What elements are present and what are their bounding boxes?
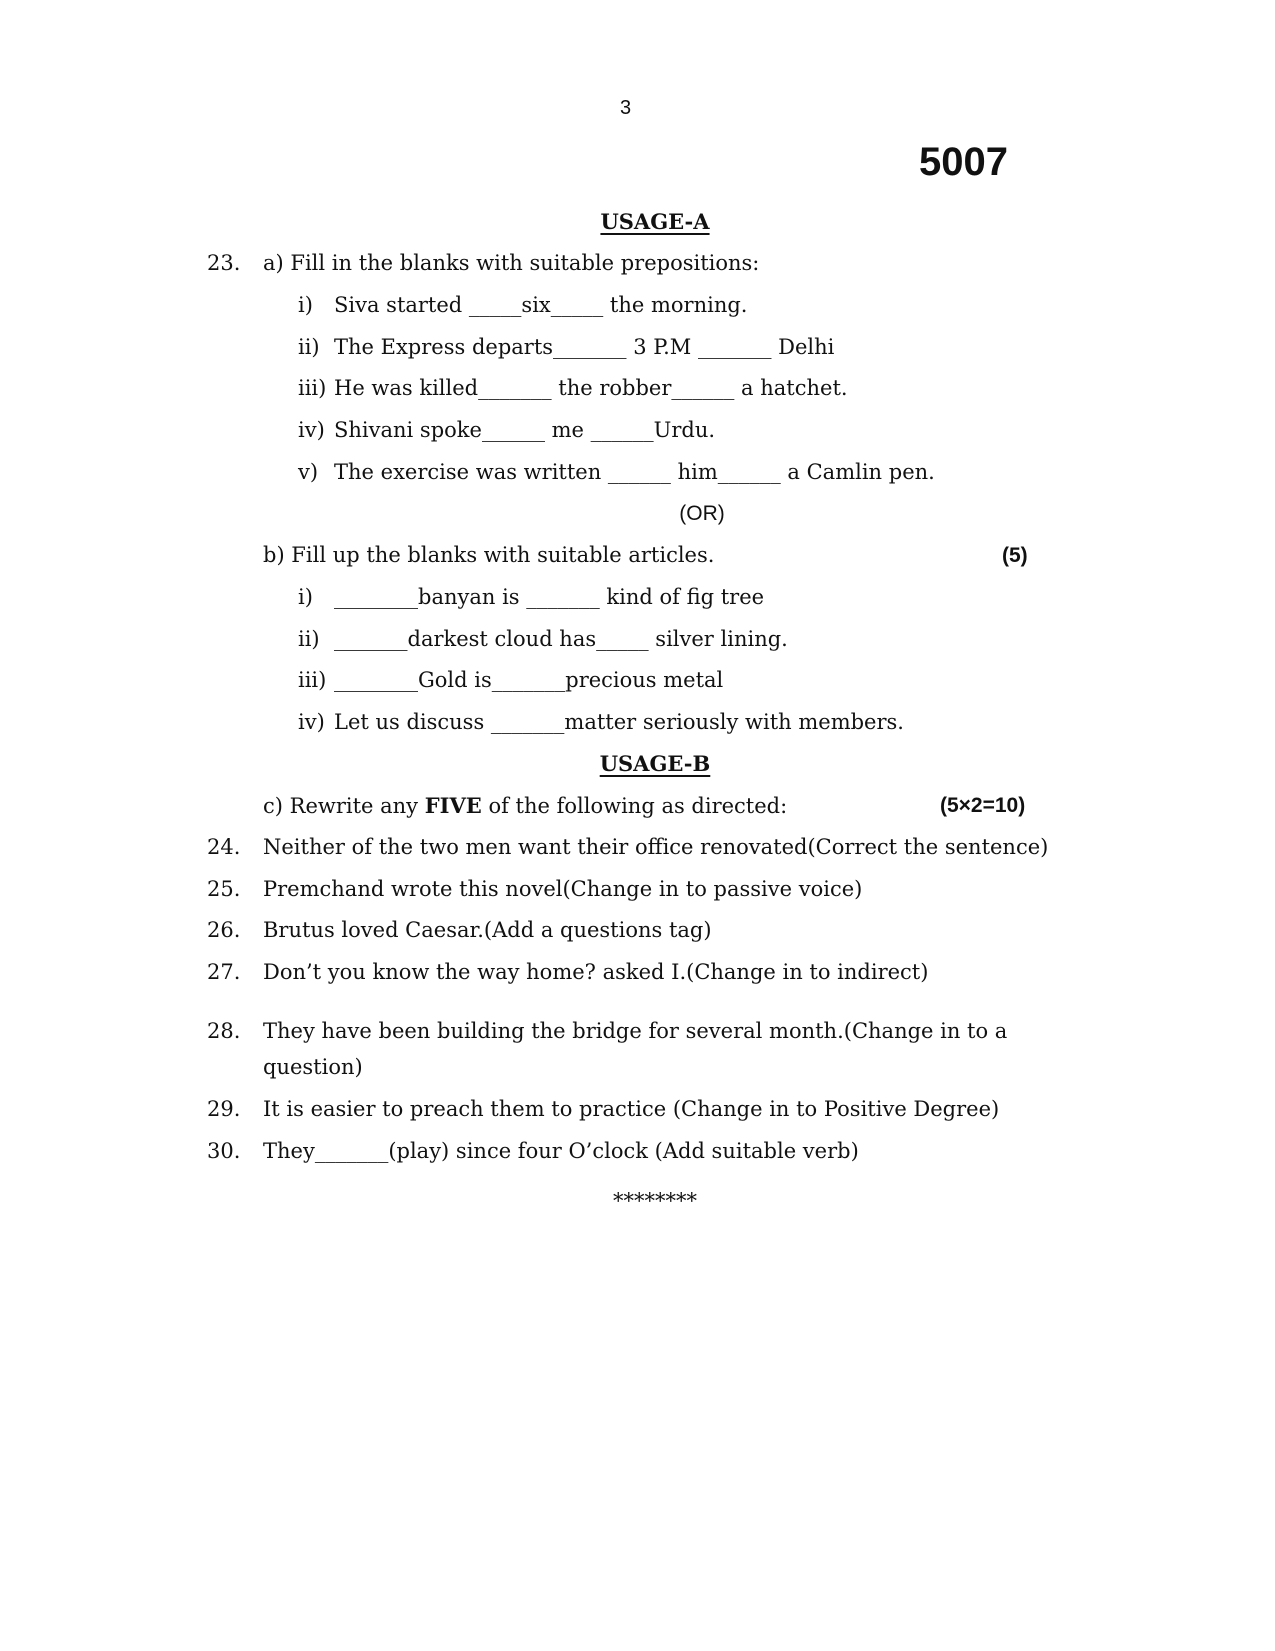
usage-b-heading: USAGE-B [599,751,711,776]
part-a-item-label: iii) [298,376,327,400]
page-number: 3 [620,97,632,119]
or-separator: (OR) [679,502,725,525]
usage-a-heading: USAGE-A [600,209,710,234]
part-b-item-label: iii) [298,668,327,692]
part-a-item-label: ii) [298,335,320,359]
question-text: Premchand wrote this novel(Change in to passive voice) [263,877,863,901]
part-a-item-text: The exercise was written ______ him______ a Camlin pen. [334,460,935,484]
part-b-instruction: b) Fill up the blanks with suitable articles. [263,543,715,567]
part-b-item-text: ________banyan is _______ kind of fig tree [334,585,765,609]
question-number: 27. [207,960,241,984]
part-c-instruction: c) Rewrite any FIVE of the following as directed: [263,793,788,818]
question-number: 26. [207,918,241,942]
question-text: Don’t you know the way home? asked I.(Change in to indirect) [263,960,929,984]
part-a-item-text: The Express departs_______ 3 P.M _______ Delhi [334,335,835,359]
question-number: 25. [207,877,241,901]
question-number: 24. [207,835,241,859]
part-c-emphasis: FIVE [424,793,482,818]
part-b-item-text: _______darkest cloud has_____ silver lining. [334,627,788,651]
part-b-item-label: ii) [298,627,320,651]
question-text: They_______(play) since four O’clock (Add suitable verb) [263,1139,859,1163]
part-b-item-text: Let us discuss _______matter seriously with members. [334,710,904,734]
question-text: It is easier to preach them to practice (Change in to Positive Degree) [263,1097,1000,1121]
end-marker: ******** [613,1189,697,1213]
paper-code: 5007 [919,140,1008,184]
question-number-23: 23. [207,251,241,275]
part-a-item-label: iv) [298,418,325,442]
question-text: Brutus loved Caesar.(Add a questions tag) [263,918,712,942]
part-c-marks: (5×2=10) [940,794,1026,817]
part-a-item-text: Shivani spoke______ me ______Urdu. [334,418,716,442]
question-number: 29. [207,1097,241,1121]
part-b-item-label: i) [298,585,313,609]
part-a-instruction: a) Fill in the blanks with suitable prepositions: [263,251,760,275]
part-a-item-text: Siva started _____six_____ the morning. [334,293,748,317]
part-a-item-text: He was killed_______ the robber______ a hatchet. [334,376,848,400]
question-text: They have been building the bridge for several month.(Change in to a [263,1019,1008,1043]
part-a-item-label: i) [298,293,313,317]
part-b-marks: (5) [1002,544,1028,567]
part-a-item-label: v) [298,460,319,484]
part-b-item-label: iv) [298,710,325,734]
part-b-item-text: ________Gold is_______precious metal [334,668,724,692]
question-text-continued: question) [263,1055,363,1079]
question-text: Neither of the two men want their office renovated(Correct the sentence) [263,835,1049,859]
question-number: 30. [207,1139,241,1163]
question-number: 28. [207,1019,241,1043]
